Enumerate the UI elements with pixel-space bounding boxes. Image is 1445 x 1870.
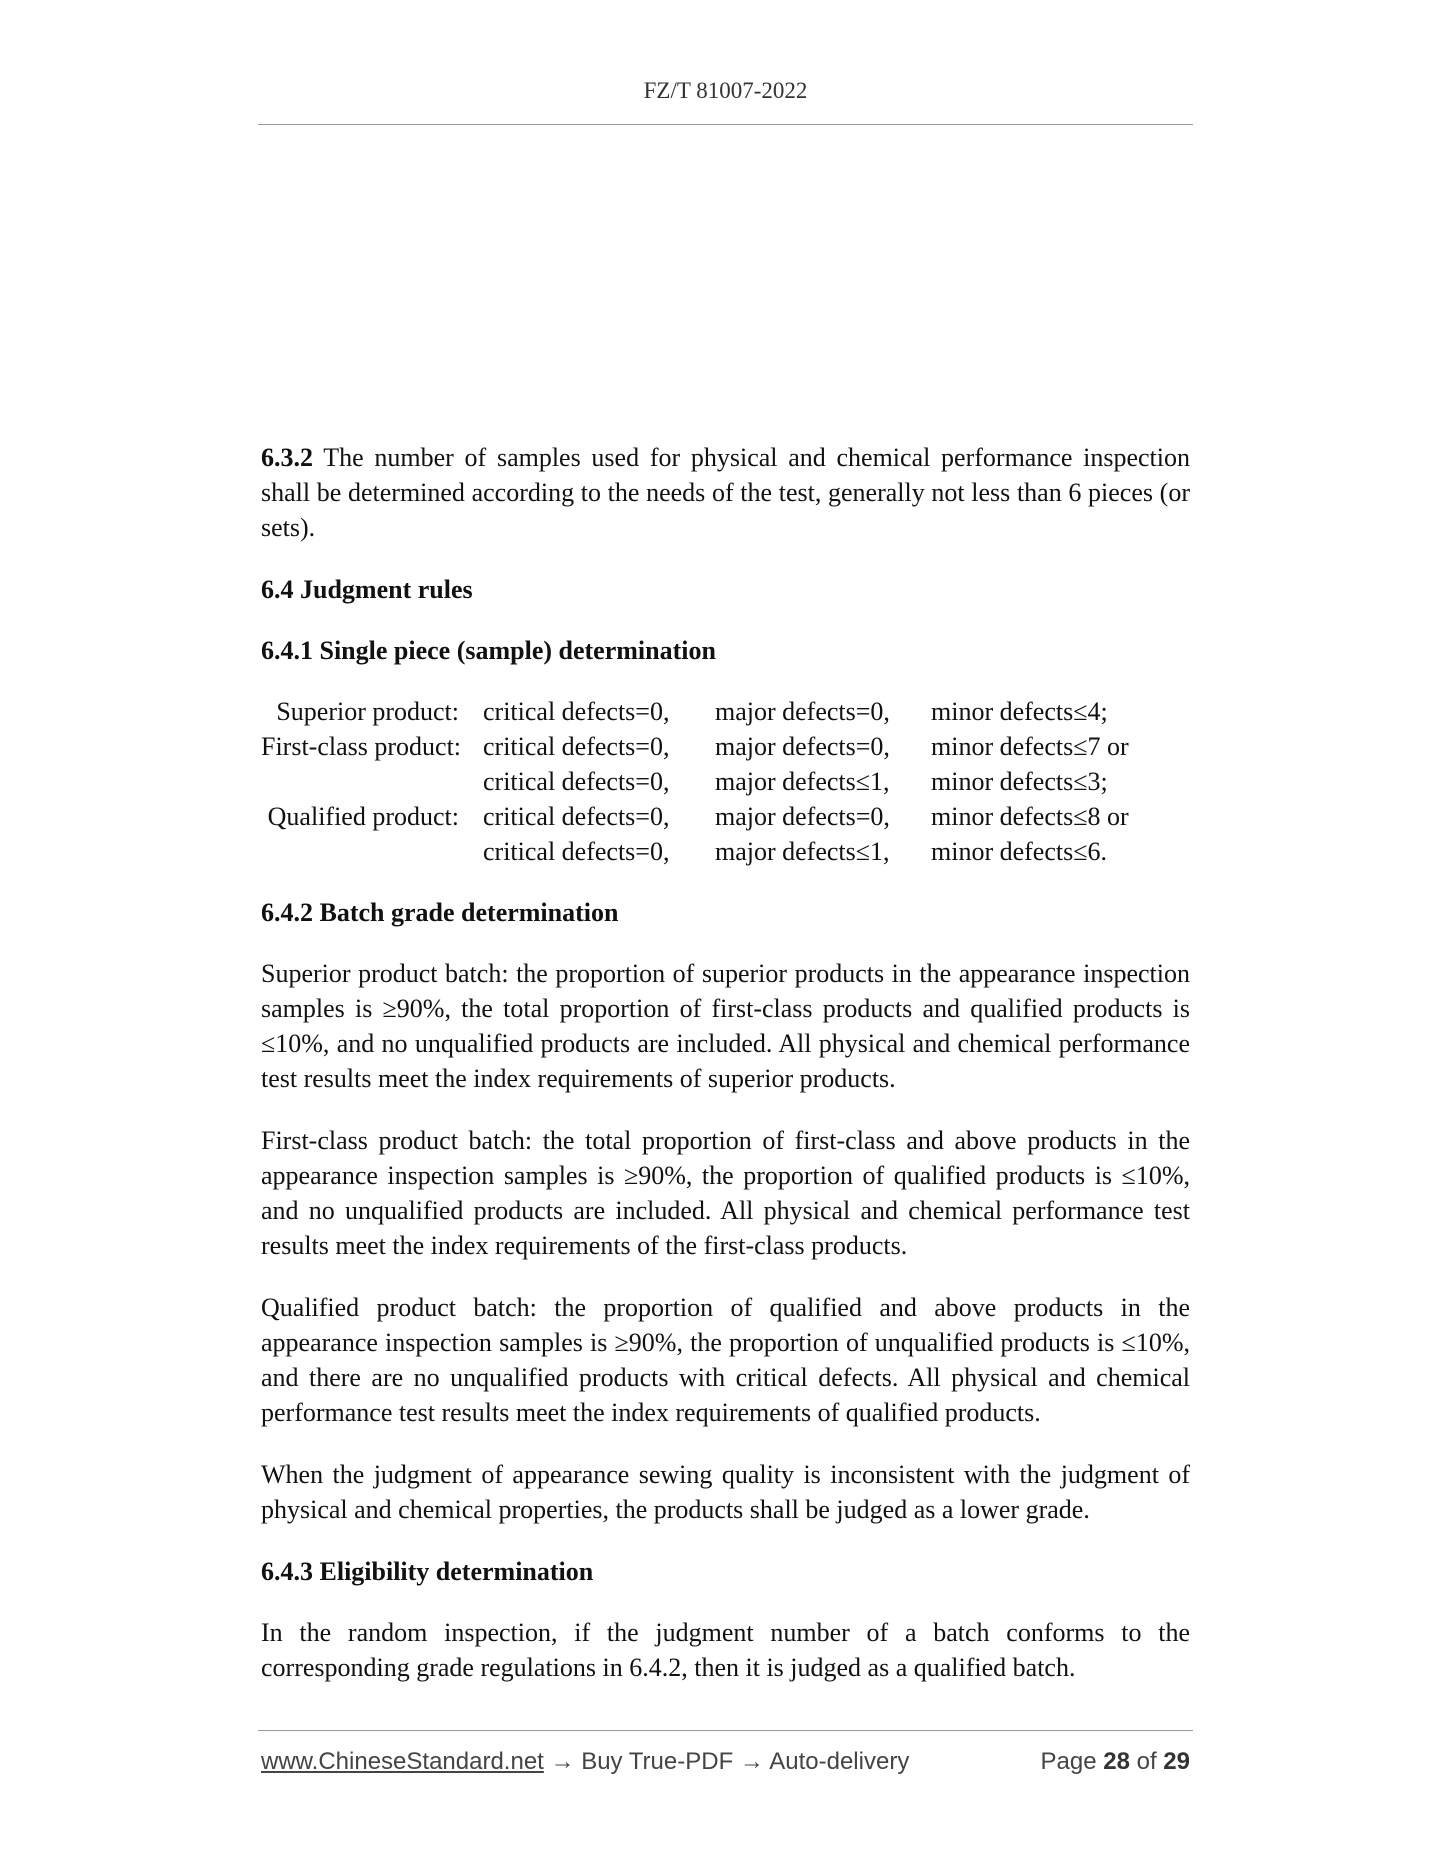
critical-defects: critical defects=0, xyxy=(483,732,670,761)
major-defects: major defects=0, xyxy=(715,802,890,831)
arrow-right-icon: → xyxy=(739,1748,764,1775)
footer-links xyxy=(261,1748,909,1776)
major-defects: major defects≤1, xyxy=(715,767,890,796)
section-6-3-2 xyxy=(261,440,1190,545)
defect-row xyxy=(261,799,1190,834)
critical-defects: critical defects=0, xyxy=(483,837,670,866)
page-content xyxy=(261,440,1190,1712)
major-defects: major defects=0, xyxy=(715,732,890,761)
section-number: 6.3.2 xyxy=(261,443,313,472)
page-footer xyxy=(261,1748,1190,1776)
lower-grade-paragraph: When the judgment of appearance sewing quality is inconsistent with the judgment of physical and chemical properties, the products shall be judged as a lower grade. xyxy=(261,1460,1190,1524)
standard-code-header: FZ/T 81007-2022 xyxy=(643,78,808,103)
eligibility-paragraph: In the random inspection, if the judgment number of a batch conforms to the corresponding grade regulations in 6.4.2, then it is judged as a qualified batch. xyxy=(261,1618,1190,1682)
section-text: The number of samples used for physical and chemical performance inspection shall be determined according to the needs of the test, generally not less than 6 pieces (or sets). xyxy=(261,443,1191,542)
minor-defects: minor defects≤8 or xyxy=(931,802,1129,831)
arrow-right-icon: → xyxy=(550,1748,575,1775)
defect-row xyxy=(261,834,1190,869)
critical-defects: critical defects=0, xyxy=(483,802,670,831)
critical-defects: critical defects=0, xyxy=(483,767,670,796)
minor-defects: minor defects≤6. xyxy=(931,837,1107,866)
heading-6-4-2: 6.4.2 Batch grade determination xyxy=(261,898,619,927)
total-pages-number: 29 xyxy=(1163,1748,1190,1775)
minor-defects: minor defects≤7 or xyxy=(931,732,1129,761)
minor-defects: minor defects≤4; xyxy=(931,697,1108,726)
batch-superior-paragraph: Superior product batch: the proportion of superior products in the appearance inspection samples is ≥90%, the total proportion of first-class products and qualified products is ≤10%, and no unqualified products are included. All physical and chemical performance test results meet the index requirements of superior products. xyxy=(261,959,1190,1093)
grade-label: Superior product: xyxy=(276,697,459,726)
current-page-number: 28 xyxy=(1103,1748,1130,1775)
page-of-label: of xyxy=(1136,1748,1157,1775)
page-label: Page xyxy=(1040,1748,1097,1775)
buy-true-pdf-text: Buy True-PDF xyxy=(581,1748,734,1775)
heading-6-4: 6.4 Judgment rules xyxy=(261,575,473,604)
defect-criteria-table xyxy=(261,694,1190,869)
heading-6-4-3: 6.4.3 Eligibility determination xyxy=(261,1557,594,1586)
major-defects: major defects=0, xyxy=(715,697,890,726)
grade-label: Qualified product: xyxy=(267,802,459,831)
defect-row xyxy=(261,729,1190,764)
site-link[interactable]: www.ChineseStandard.net xyxy=(261,1748,544,1775)
grade-label: First-class product: xyxy=(261,732,462,761)
batch-first-class-paragraph: First-class product batch: the total proportion of first-class and above products in the appearance inspection samples is ≥90%, the proportion of qualified products is ≤10%, and no unqualified products are included. All physical and chemical performance test results meet the index requirements of the first-class products. xyxy=(261,1126,1190,1260)
critical-defects: critical defects=0, xyxy=(483,697,670,726)
heading-6-4-1: 6.4.1 Single piece (sample) determination xyxy=(261,636,716,665)
grade-label xyxy=(261,764,483,799)
auto-delivery-text: Auto-delivery xyxy=(769,1748,910,1775)
header-divider xyxy=(258,124,1193,125)
defect-row xyxy=(261,764,1190,799)
major-defects: major defects≤1, xyxy=(715,837,890,866)
grade-label xyxy=(261,834,483,869)
page-indicator xyxy=(1041,1748,1191,1776)
footer-divider xyxy=(258,1730,1193,1731)
minor-defects: minor defects≤3; xyxy=(931,767,1108,796)
defect-row xyxy=(261,694,1190,729)
batch-qualified-paragraph: Qualified product batch: the proportion of qualified and above products in the appearance inspection samples is ≥90%, the proportion of unqualified products is ≤10%, and there are no unqualified products with critical defects. All physical and chemical performance test results meet the index requirements of qualified products. xyxy=(261,1293,1190,1427)
